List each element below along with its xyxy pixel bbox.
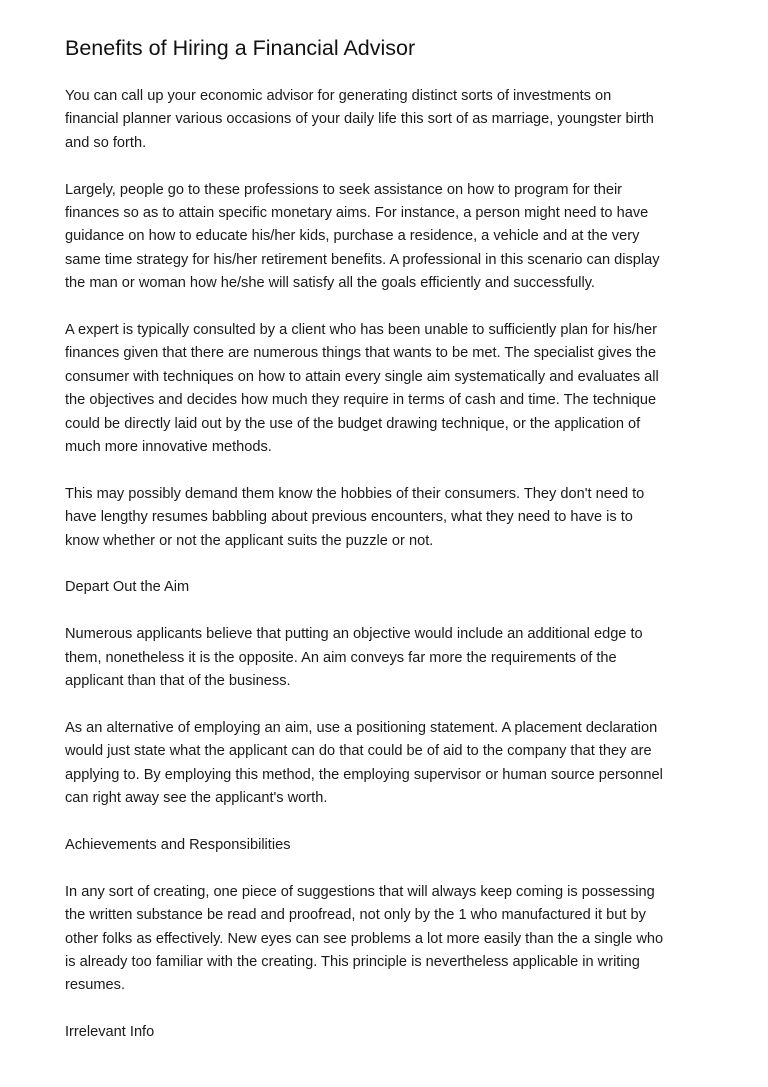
paragraph-line: same time strategy for his/her retirement benefits. A professional in this scenario can display (65, 251, 660, 268)
paragraph-line: have lengthy resumes babbling about previous encounters, what they need to have is to (65, 509, 633, 526)
paragraph-line: In any sort of creating, one piece of suggestions that will always keep coming is possessing (65, 883, 655, 900)
paragraph-line: As an alternative of employing an aim, use a positioning statement. A placement declaration (65, 719, 658, 736)
section-heading (65, 576, 715, 599)
paragraph-line: the man or woman how he/she will satisfy all the goals efficiently and successfully. (65, 275, 595, 292)
paragraph-line: would just state what the applicant can do that could be of aid to the company that they are (65, 743, 652, 760)
paragraph-line: the written substance be read and proofread, not only by the 1 who manufactured it but by (65, 907, 646, 924)
document-body (65, 85, 715, 1045)
paragraph-line: other folks as effectively. New eyes can see problems a lot more easily than the a single who (65, 930, 664, 947)
paragraph-line: much more innovative methods. (65, 439, 272, 456)
paragraph (65, 483, 715, 553)
paragraph-line: financial planner various occasions of your daily life this sort of as marriage, youngster birth (65, 111, 654, 128)
paragraph-line: the objectives and decides how much they require in terms of cash and time. The technique (65, 392, 657, 409)
paragraph-line: resumes. (65, 977, 126, 994)
document-title: Benefits of Hiring a Financial Advisor (65, 36, 416, 60)
paragraph-line: applying to. By employing this method, the employing supervisor or human source personnel (65, 766, 663, 783)
paragraph-line: Largely, people go to these professions to seek assistance on how to program for their (65, 181, 623, 198)
paragraph (65, 319, 715, 459)
section-heading-text: Depart Out the Aim (65, 579, 190, 596)
paragraph-line: could be directly laid out by the use of the budget drawing technique, or the application of (65, 415, 641, 432)
paragraph-line: know whether or not the applicant suits the puzzle or not. (65, 532, 434, 549)
paragraph-line: them, nonetheless it is the opposite. An aim conveys far more the requirements of the (65, 649, 617, 666)
section-heading-text: Achievements and Responsibilities (65, 836, 291, 853)
paragraph (65, 85, 715, 155)
paragraph (65, 717, 715, 811)
paragraph-line: Numerous applicants believe that putting an objective would include an additional edge to (65, 626, 643, 643)
paragraph-line: applicant than that of the business. (65, 673, 291, 690)
paragraph-line: guidance on how to educate his/her kids, purchase a residence, a vehicle and at the very (65, 228, 640, 245)
paragraph (65, 881, 715, 998)
paragraph-line: You can call up your economic advisor for generating distinct sorts of investments on (65, 88, 612, 104)
paragraph-line: can right away see the applicant's worth. (65, 790, 328, 807)
paragraph-line: finances so as to attain specific monetary aims. For instance, a person might need to have (65, 205, 649, 222)
paragraph-line: A expert is typically consulted by a client who has been unable to sufficiently plan for his/her (65, 322, 657, 339)
document-page (65, 34, 715, 1068)
paragraph-line: finances given that there are numerous things that wants to be met. The specialist gives the (65, 345, 657, 362)
section-heading-text: Irrelevant Info (65, 1024, 155, 1041)
paragraph-line: is already too familiar with the creating. This principle is nevertheless applicable in writing (65, 953, 640, 970)
paragraph-line: consumer with techniques on how to attain every single aim systematically and evaluates all (65, 368, 659, 385)
paragraph (65, 623, 715, 693)
section-heading (65, 1021, 715, 1044)
paragraph-line: and so forth. (65, 134, 147, 151)
paragraph-line: This may possibly demand them know the hobbies of their consumers. They don't need to (65, 485, 645, 502)
section-heading (65, 834, 715, 857)
paragraph (65, 179, 715, 296)
